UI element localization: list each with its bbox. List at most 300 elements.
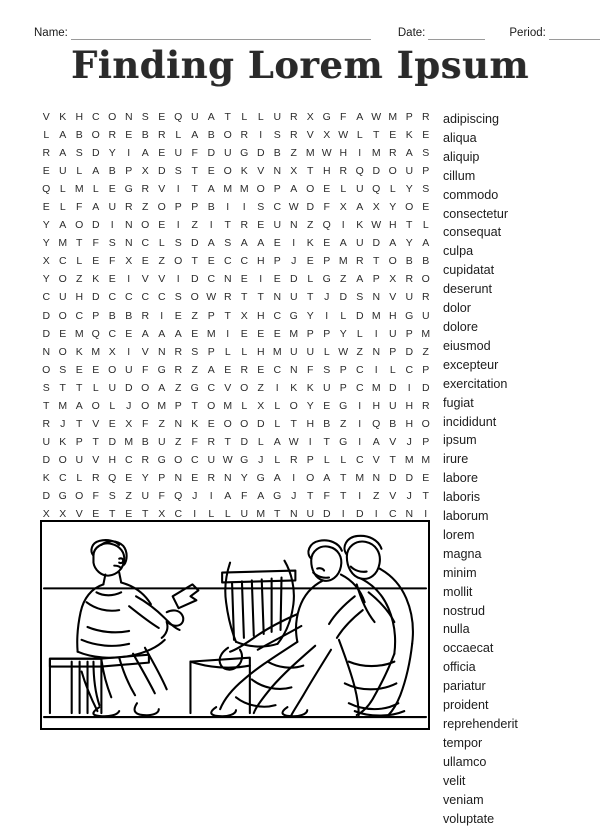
grid-cell[interactable]: Y [42, 273, 50, 286]
grid-cell[interactable]: R [141, 453, 150, 466]
grid-cell[interactable]: M [124, 435, 134, 448]
grid-cell[interactable]: C [405, 363, 414, 376]
grid-cell[interactable]: O [141, 399, 150, 412]
grid-cell[interactable]: S [174, 237, 182, 250]
grid-cell[interactable]: P [174, 201, 182, 214]
grid-cell[interactable]: C [174, 508, 183, 521]
grid-cell[interactable]: S [42, 381, 50, 394]
grid-cell[interactable]: D [405, 345, 414, 358]
grid-cell[interactable]: W [321, 147, 332, 160]
grid-cell[interactable]: H [322, 165, 331, 178]
grid-cell[interactable]: L [158, 237, 165, 250]
grid-cell[interactable]: N [289, 508, 298, 521]
grid-cell[interactable]: F [142, 417, 149, 430]
grid-cell[interactable]: L [323, 453, 330, 466]
grid-cell[interactable]: X [323, 129, 331, 142]
grid-cell[interactable]: M [421, 453, 431, 466]
grid-cell[interactable]: C [91, 111, 100, 124]
grid-cell[interactable]: X [257, 399, 265, 412]
grid-cell[interactable]: K [42, 471, 50, 484]
grid-cell[interactable]: A [356, 111, 364, 124]
grid-cell[interactable]: T [224, 111, 231, 124]
grid-cell[interactable]: Y [306, 309, 314, 322]
grid-cell[interactable]: U [405, 291, 414, 304]
grid-cell[interactable]: B [108, 165, 116, 178]
grid-cell[interactable]: T [340, 490, 347, 502]
grid-cell[interactable]: D [190, 273, 199, 286]
word-list-item[interactable]: laboris [443, 490, 481, 505]
grid-cell[interactable]: R [141, 183, 150, 196]
grid-cell[interactable]: A [141, 147, 149, 160]
grid-cell[interactable]: A [59, 219, 67, 232]
grid-cell[interactable]: M [388, 111, 398, 124]
word-list-item[interactable]: commodo [443, 187, 499, 202]
grid-cell[interactable]: H [405, 399, 414, 412]
grid-cell[interactable]: M [338, 255, 348, 268]
grid-cell[interactable]: U [58, 165, 67, 178]
grid-cell[interactable]: C [207, 273, 216, 286]
grid-cell[interactable]: X [339, 201, 347, 214]
grid-cell[interactable]: D [388, 471, 397, 484]
grid-cell[interactable]: E [240, 327, 248, 340]
word-list-item[interactable]: dolore [443, 319, 479, 334]
grid-cell[interactable]: E [323, 237, 331, 250]
grid-cell[interactable]: Z [257, 381, 264, 394]
grid-cell[interactable]: E [422, 129, 430, 142]
grid-cell[interactable]: W [288, 201, 299, 214]
word-list-item[interactable]: tempor [443, 735, 483, 750]
grid-cell[interactable]: I [176, 183, 180, 196]
grid-cell[interactable]: O [108, 111, 117, 124]
grid-cell[interactable]: W [338, 129, 349, 142]
grid-cell[interactable]: O [75, 490, 84, 502]
grid-cell[interactable]: T [191, 183, 198, 196]
grid-cell[interactable]: C [42, 291, 51, 304]
grid-cell[interactable]: B [125, 309, 133, 322]
grid-cell[interactable]: H [256, 255, 265, 268]
grid-cell[interactable]: S [108, 490, 116, 502]
grid-cell[interactable]: Q [355, 165, 364, 178]
grid-cell[interactable]: Z [356, 345, 363, 358]
grid-cell[interactable]: L [76, 255, 83, 268]
grid-cell[interactable]: M [74, 183, 84, 196]
word-list-item[interactable]: irure [443, 452, 469, 467]
grid-cell[interactable]: K [405, 129, 413, 142]
grid-cell[interactable]: O [223, 417, 232, 430]
grid-cell[interactable]: I [193, 508, 197, 521]
grid-cell[interactable]: T [389, 453, 396, 466]
grid-cell[interactable]: X [42, 508, 50, 521]
grid-cell[interactable]: I [275, 381, 279, 394]
grid-cell[interactable]: D [108, 435, 117, 448]
grid-cell[interactable]: N [273, 291, 282, 304]
grid-cell[interactable]: K [356, 219, 364, 232]
grid-cell[interactable]: O [42, 363, 51, 376]
grid-cell[interactable]: F [158, 490, 165, 502]
grid-cell[interactable]: K [75, 345, 83, 358]
grid-cell[interactable]: E [108, 183, 116, 196]
grid-cell[interactable]: U [141, 490, 150, 502]
grid-cell[interactable]: T [191, 255, 198, 268]
grid-cell[interactable]: O [174, 255, 183, 268]
grid-cell[interactable]: D [322, 508, 331, 521]
grid-cell[interactable]: Q [42, 183, 51, 196]
grid-cell[interactable]: Y [42, 237, 50, 250]
grid-cell[interactable]: D [42, 309, 51, 322]
grid-cell[interactable]: F [191, 147, 198, 160]
grid-cell[interactable]: R [141, 309, 150, 322]
grid-cell[interactable]: T [92, 435, 99, 448]
grid-cell[interactable]: O [91, 399, 100, 412]
grid-cell[interactable]: H [372, 399, 381, 412]
grid-cell[interactable]: U [108, 381, 117, 394]
grid-cell[interactable]: J [291, 255, 297, 268]
grid-cell[interactable]: I [127, 345, 131, 358]
grid-cell[interactable]: C [273, 309, 282, 322]
grid-cell[interactable]: O [306, 471, 315, 484]
grid-cell[interactable]: N [372, 345, 381, 358]
grid-cell[interactable]: O [306, 183, 315, 196]
grid-cell[interactable]: A [207, 183, 215, 196]
grid-cell[interactable]: I [424, 508, 428, 521]
grid-cell[interactable]: L [109, 399, 116, 412]
grid-cell[interactable]: I [308, 435, 312, 448]
grid-cell[interactable]: G [339, 435, 348, 448]
grid-cell[interactable]: F [76, 201, 83, 214]
grid-cell[interactable]: P [273, 255, 281, 268]
grid-cell[interactable]: I [259, 129, 263, 142]
grid-cell[interactable]: O [174, 453, 183, 466]
grid-cell[interactable]: N [157, 345, 166, 358]
grid-cell[interactable]: R [240, 363, 249, 376]
grid-cell[interactable]: D [289, 273, 298, 286]
grid-cell[interactable]: R [240, 129, 249, 142]
grid-cell[interactable]: G [240, 453, 249, 466]
grid-cell[interactable]: C [355, 363, 364, 376]
grid-cell[interactable]: Y [389, 201, 397, 214]
grid-cell[interactable]: A [75, 399, 83, 412]
grid-cell[interactable]: F [323, 201, 330, 214]
grid-cell[interactable]: R [405, 273, 414, 286]
grid-cell[interactable]: N [223, 471, 232, 484]
grid-cell[interactable]: T [59, 381, 66, 394]
grid-cell[interactable]: O [421, 273, 430, 286]
grid-cell[interactable]: S [224, 237, 232, 250]
grid-cell[interactable]: V [224, 381, 232, 394]
grid-cell[interactable]: K [92, 273, 100, 286]
grid-cell[interactable]: Z [191, 309, 198, 322]
grid-cell[interactable]: O [75, 219, 84, 232]
grid-cell[interactable]: R [240, 219, 249, 232]
grid-cell[interactable]: D [388, 381, 397, 394]
grid-cell[interactable]: P [339, 381, 347, 394]
grid-cell[interactable]: L [307, 273, 314, 286]
grid-cell[interactable]: L [323, 345, 330, 358]
grid-cell[interactable]: E [92, 363, 100, 376]
grid-cell[interactable]: U [388, 327, 397, 340]
grid-cell[interactable]: M [421, 327, 431, 340]
grid-cell[interactable]: E [323, 183, 331, 196]
grid-cell[interactable]: C [207, 381, 216, 394]
grid-cell[interactable]: E [323, 399, 331, 412]
grid-cell[interactable]: X [108, 345, 116, 358]
grid-cell[interactable]: N [405, 508, 414, 521]
grid-cell[interactable]: W [371, 111, 382, 124]
grid-cell[interactable]: U [174, 147, 183, 160]
grid-cell[interactable]: T [422, 490, 429, 502]
grid-cell[interactable]: S [273, 129, 281, 142]
grid-cell[interactable]: E [125, 471, 133, 484]
grid-cell[interactable]: T [323, 435, 330, 448]
grid-cell[interactable]: G [190, 381, 199, 394]
grid-cell[interactable]: L [76, 165, 83, 178]
grid-cell[interactable]: Z [373, 490, 380, 502]
grid-cell[interactable]: Z [191, 363, 198, 376]
grid-cell[interactable]: S [174, 165, 182, 178]
word-list-item[interactable]: aliqua [443, 130, 477, 145]
grid-cell[interactable]: L [356, 327, 363, 340]
grid-cell[interactable]: Z [76, 273, 83, 286]
grid-cell[interactable]: T [340, 471, 347, 484]
grid-cell[interactable]: H [306, 417, 315, 430]
word-list-item[interactable]: voluptate [443, 811, 495, 826]
word-list-item[interactable]: consectetur [443, 206, 509, 221]
word-list-item[interactable]: excepteur [443, 357, 499, 372]
word-list-item[interactable]: exercitation [443, 376, 508, 391]
grid-cell[interactable]: P [372, 273, 380, 286]
grid-cell[interactable]: A [158, 381, 166, 394]
grid-cell[interactable]: N [223, 273, 232, 286]
grid-cell[interactable]: C [273, 363, 282, 376]
grid-cell[interactable]: T [307, 490, 314, 502]
grid-cell[interactable]: H [75, 111, 84, 124]
grid-cell[interactable]: L [257, 111, 264, 124]
grid-cell[interactable]: P [125, 165, 133, 178]
grid-cell[interactable]: M [404, 453, 414, 466]
grid-cell[interactable]: M [355, 471, 365, 484]
grid-cell[interactable]: L [208, 508, 215, 521]
grid-cell[interactable]: O [190, 291, 199, 304]
grid-cell[interactable]: P [405, 327, 413, 340]
word-list-item[interactable]: dolor [443, 301, 472, 316]
grid-cell[interactable]: U [405, 165, 414, 178]
grid-cell[interactable]: U [355, 237, 364, 250]
word-list-item[interactable]: laborum [443, 509, 489, 524]
grid-cell[interactable]: L [422, 219, 429, 232]
grid-cell[interactable]: V [141, 273, 149, 286]
grid-cell[interactable]: T [76, 417, 83, 430]
grid-cell[interactable]: A [389, 237, 397, 250]
grid-cell[interactable]: D [240, 435, 249, 448]
grid-cell[interactable]: A [339, 237, 347, 250]
grid-cell[interactable]: J [291, 490, 297, 502]
grid-cell[interactable]: O [141, 381, 150, 394]
grid-cell[interactable]: O [421, 417, 430, 430]
grid-cell[interactable]: P [75, 435, 83, 448]
grid-cell[interactable]: E [207, 255, 215, 268]
word-list-item[interactable]: labore [443, 471, 479, 486]
grid-cell[interactable]: K [290, 381, 298, 394]
grid-cell[interactable]: L [76, 471, 83, 484]
grid-cell[interactable]: C [223, 255, 232, 268]
grid-cell[interactable]: E [125, 508, 133, 521]
grid-cell[interactable]: D [190, 237, 199, 250]
grid-cell[interactable]: E [108, 417, 116, 430]
word-list-item[interactable]: nostrud [443, 603, 486, 618]
grid-cell[interactable]: S [174, 291, 182, 304]
grid-cell[interactable]: P [422, 363, 430, 376]
grid-cell[interactable]: P [207, 309, 215, 322]
grid-cell[interactable]: Y [240, 471, 248, 484]
grid-cell[interactable]: O [157, 201, 166, 214]
grid-cell[interactable]: Y [339, 327, 347, 340]
grid-cell[interactable]: C [240, 255, 249, 268]
grid-cell[interactable]: A [273, 471, 281, 484]
grid-cell[interactable]: U [421, 309, 430, 322]
grid-cell[interactable]: Q [174, 111, 183, 124]
grid-cell[interactable]: S [257, 201, 265, 214]
grid-cell[interactable]: Q [372, 417, 381, 430]
grid-cell[interactable]: U [273, 219, 282, 232]
grid-cell[interactable]: E [257, 327, 265, 340]
grid-cell[interactable]: R [289, 111, 298, 124]
grid-cell[interactable]: I [358, 417, 362, 430]
grid-cell[interactable]: I [374, 327, 378, 340]
grid-cell[interactable]: C [58, 471, 67, 484]
grid-cell[interactable]: H [256, 309, 265, 322]
grid-cell[interactable]: O [256, 183, 265, 196]
grid-cell[interactable]: D [157, 165, 166, 178]
grid-cell[interactable]: T [142, 508, 149, 521]
grid-cell[interactable]: I [176, 273, 180, 286]
grid-cell[interactable]: P [92, 309, 100, 322]
grid-cell[interactable]: E [92, 508, 100, 521]
grid-cell[interactable]: Q [372, 183, 381, 196]
grid-cell[interactable]: U [322, 381, 331, 394]
grid-cell[interactable]: I [358, 399, 362, 412]
grid-cell[interactable]: E [257, 363, 265, 376]
grid-cell[interactable]: A [158, 327, 166, 340]
grid-cell[interactable]: R [157, 129, 166, 142]
grid-cell[interactable]: X [125, 417, 133, 430]
grid-cell[interactable]: R [124, 201, 133, 214]
grid-cell[interactable]: R [355, 255, 364, 268]
grid-cell[interactable]: X [240, 309, 248, 322]
grid-cell[interactable]: V [158, 273, 166, 286]
grid-cell[interactable]: S [108, 237, 116, 250]
grid-cell[interactable]: V [92, 453, 100, 466]
grid-cell[interactable]: A [92, 201, 100, 214]
grid-cell[interactable]: N [372, 471, 381, 484]
grid-cell[interactable]: N [289, 363, 298, 376]
grid-cell[interactable]: N [174, 417, 183, 430]
grid-cell[interactable]: K [240, 165, 248, 178]
grid-cell[interactable]: E [306, 255, 314, 268]
grid-cell[interactable]: T [43, 399, 50, 412]
grid-cell[interactable]: C [355, 381, 364, 394]
grid-cell[interactable]: P [323, 255, 331, 268]
grid-cell[interactable]: E [257, 219, 265, 232]
grid-cell[interactable]: E [389, 129, 397, 142]
grid-cell[interactable]: E [207, 417, 215, 430]
grid-cell[interactable]: R [421, 111, 430, 124]
grid-cell[interactable]: T [307, 291, 314, 304]
grid-cell[interactable]: H [108, 453, 117, 466]
grid-cell[interactable]: L [241, 399, 248, 412]
grid-cell[interactable]: Z [191, 219, 198, 232]
grid-cell[interactable]: T [241, 291, 248, 304]
grid-cell[interactable]: T [373, 129, 380, 142]
grid-cell[interactable]: S [356, 291, 364, 304]
grid-cell[interactable]: E [224, 363, 232, 376]
grid-cell[interactable]: G [58, 490, 67, 502]
grid-cell[interactable]: K [306, 237, 314, 250]
grid-cell[interactable]: R [223, 291, 232, 304]
grid-cell[interactable]: G [157, 363, 166, 376]
word-list-item[interactable]: occaecat [443, 641, 494, 656]
grid-cell[interactable]: C [75, 309, 84, 322]
grid-cell[interactable]: Q [174, 490, 183, 502]
grid-cell[interactable]: O [58, 453, 67, 466]
grid-cell[interactable]: D [339, 291, 348, 304]
grid-cell[interactable]: C [388, 508, 397, 521]
grid-cell[interactable]: F [241, 490, 248, 502]
grid-cell[interactable]: R [289, 453, 298, 466]
word-list-item[interactable]: fugiat [443, 395, 474, 410]
grid-cell[interactable]: M [371, 381, 381, 394]
grid-cell[interactable]: U [289, 345, 298, 358]
grid-cell[interactable]: X [141, 165, 149, 178]
grid-cell[interactable]: Q [322, 219, 331, 232]
grid-cell[interactable]: F [307, 363, 314, 376]
grid-cell[interactable]: C [108, 327, 117, 340]
grid-cell[interactable]: E [92, 255, 100, 268]
grid-cell[interactable]: C [190, 453, 199, 466]
grid-cell[interactable]: C [157, 291, 166, 304]
grid-cell[interactable]: E [141, 255, 149, 268]
grid-cell[interactable]: L [389, 183, 396, 196]
grid-cell[interactable]: A [356, 273, 364, 286]
grid-cell[interactable]: E [240, 273, 248, 286]
grid-cell[interactable]: S [422, 147, 430, 160]
grid-cell[interactable]: P [306, 327, 314, 340]
grid-cell[interactable]: H [339, 147, 348, 160]
grid-cell[interactable]: G [289, 309, 298, 322]
grid-cell[interactable]: G [256, 471, 265, 484]
grid-cell[interactable]: Y [141, 471, 149, 484]
grid-cell[interactable]: V [257, 165, 265, 178]
grid-cell[interactable]: L [274, 453, 281, 466]
grid-cell[interactable]: A [92, 165, 100, 178]
grid-cell[interactable]: I [358, 147, 362, 160]
grid-cell[interactable]: L [92, 381, 99, 394]
word-list-item[interactable]: deserunt [443, 282, 493, 297]
grid-cell[interactable]: O [58, 345, 67, 358]
grid-cell[interactable]: D [256, 417, 265, 430]
grid-cell[interactable]: R [108, 129, 117, 142]
grid-cell[interactable]: C [124, 291, 133, 304]
grid-cell[interactable]: D [42, 453, 51, 466]
grid-cell[interactable]: U [306, 508, 315, 521]
grid-cell[interactable]: V [306, 129, 314, 142]
grid-cell[interactable]: A [356, 201, 364, 214]
grid-cell[interactable]: W [338, 345, 349, 358]
grid-cell[interactable]: R [207, 435, 216, 448]
grid-cell[interactable]: T [76, 381, 83, 394]
grid-cell[interactable]: I [259, 273, 263, 286]
grid-cell[interactable]: G [322, 111, 331, 124]
grid-cell[interactable]: D [355, 309, 364, 322]
